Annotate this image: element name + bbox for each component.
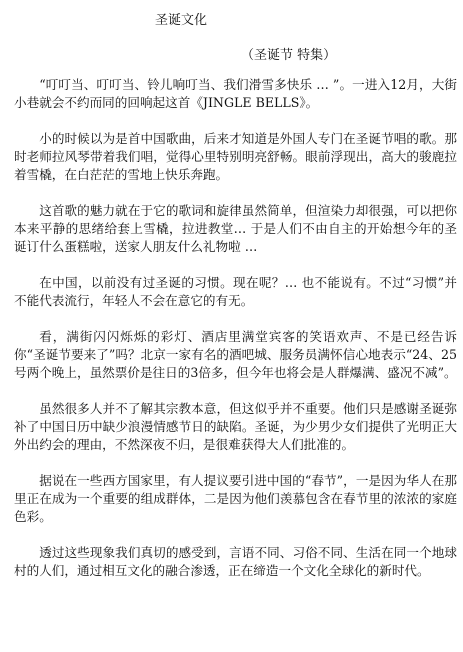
paragraph: 据说在一些西方国家里，有人提议要引进中国的“春节”，一是因为华人在那里正在成为一个重要的组成群体，二是因为他们羡慕包含在春节里的浓浓的家庭色彩。 <box>14 473 457 524</box>
document-subtitle: （圣诞节 特集） <box>241 48 337 63</box>
paragraph: 透过这些现象我们真切的感受到，言语不同、习俗不同、生活在同一个地球村的人们，通过相互文化的融合渗透，正在缔造一个文化全球化的新时代。 <box>14 545 457 578</box>
paragraph: 看，满街闪闪烁烁的彩灯、酒店里满堂宾客的笑语欢声、不是已经告诉你“圣诞节要来了”吗？北京一家有名的酒吧城、服务员满怀信心地表示“24、25号两个晚上，虽然票价是往日的3倍多，但今年也将会是人群爆满、盛况不减”。 <box>14 329 457 380</box>
paragraph: 虽然很多人并不了解其宗教本意，但这似乎并不重要。他们只是感谢圣诞弥补了中国日历中缺少浪漫情感节日的缺陷。圣诞，为少男少女们提供了光明正大外出约会的理由，不然深夜不归，是很难获得大人们批准的。 <box>14 401 457 452</box>
document-body <box>14 76 457 580</box>
paragraph: 这首歌的魅力就在于它的歌词和旋律虽然简单，但渲染力却很强，可以把你本来平静的思绪给套上雪橇，拉进教堂… 于是人们不由自主的开始想今年的圣诞订什么蛋糕啦，送家人朋友什么礼物啦 … <box>14 203 457 254</box>
paragraph: 小的时候以为是首中国歌曲，后来才知道是外国人专门在圣诞节唱的歌。那时老师拉风琴带着我们唱，觉得心里特别明亮舒畅。眼前浮现出，高大的骏鹿拉着雪橇，在白茫茫的雪地上快乐奔跑。 <box>14 131 457 182</box>
document-title: 圣诞文化 <box>155 13 208 28</box>
paragraph: 在中国，以前没有过圣诞的习惯。现在呢？… 也不能说有。不过“习惯”并不能代表流行，年轻人不会在意它的有无。 <box>14 275 457 308</box>
paragraph: “叮叮当、叮叮当、铃儿响叮当、我们滑雪多快乐 … ”。一进入12月，大街小巷就会不约而同的回响起这首《JINGLE BELLS》。 <box>14 77 457 110</box>
